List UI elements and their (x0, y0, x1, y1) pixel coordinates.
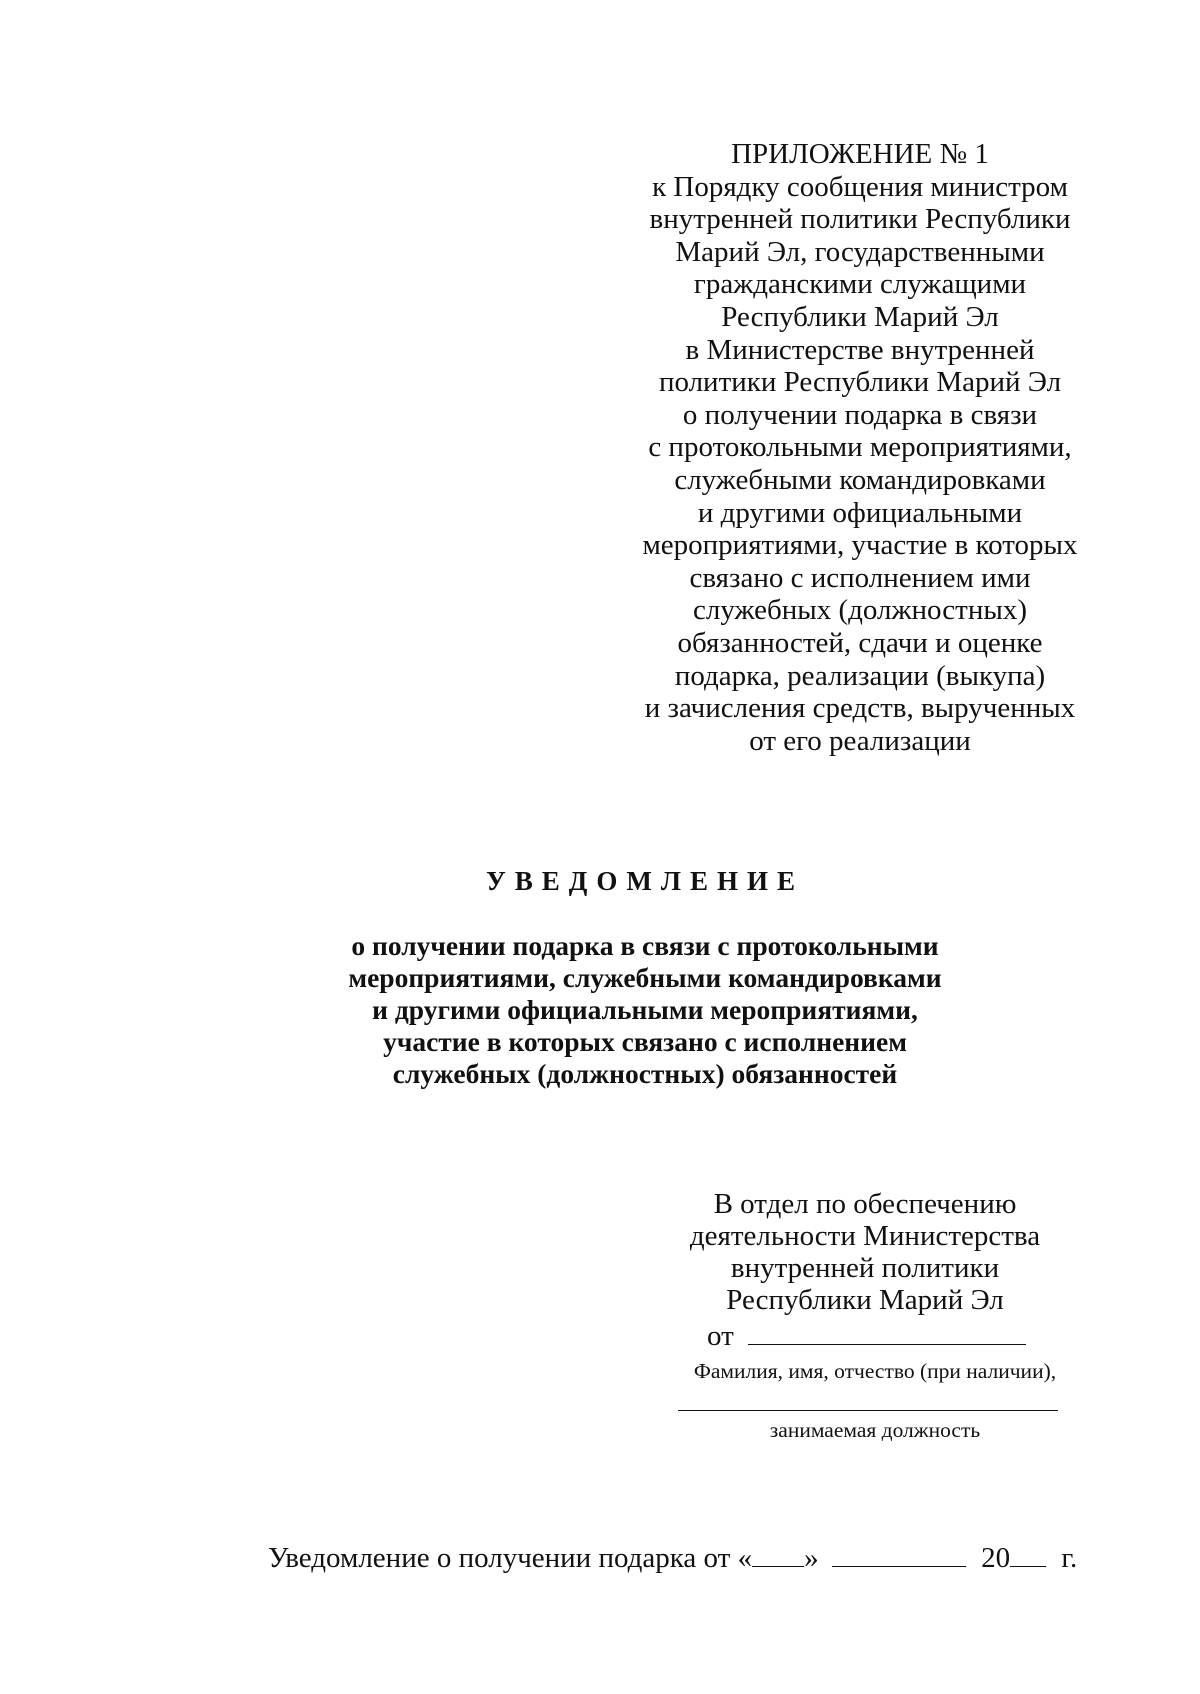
year-suffix: г. (1061, 1542, 1078, 1574)
close-quote: » (804, 1542, 819, 1574)
year-prefix: 20 (981, 1542, 1011, 1574)
appendix-line: служебными командировками (674, 463, 1046, 496)
recipient-line: В отдел по обеспечению (713, 1188, 1017, 1220)
appendix-line: внутренней политики Республики (649, 203, 1071, 236)
recipient-line: деятельности Министерства (689, 1220, 1041, 1252)
appendix-line: обязанностей, сдачи и оценке (677, 626, 1043, 659)
subtitle-line: о получении подарка в связи с протокольными (351, 930, 939, 961)
appendix-line: служебных (должностных) (693, 594, 1027, 627)
appendix-line: к Порядку сообщения министром (652, 170, 1068, 203)
appendix-line: и другими официальными (697, 496, 1023, 529)
appendix-line: Марий Эл, государственными (675, 235, 1045, 268)
appendix-line: гражданскими служащими (693, 268, 1027, 301)
sender-name-field[interactable] (748, 1322, 1026, 1345)
appendix-line: ПРИЛОЖЕНИЕ № 1 (731, 138, 989, 170)
subtitle-line: участие в которых связано с исполнением (383, 1026, 907, 1057)
appendix-line: политики Республики Марий Эл (658, 366, 1062, 399)
appendix-line: связано с исполнением ими (689, 561, 1031, 594)
notice-date-line (268, 1542, 1077, 1575)
document-subtitle (0, 930, 1200, 1090)
day-field[interactable] (752, 1544, 804, 1567)
recipient-line: внутренней политики (730, 1252, 1000, 1284)
appendix-header (640, 138, 1080, 757)
appendix-line: от его реализации (749, 724, 971, 757)
appendix-line: в Министерстве внутренней (685, 333, 1035, 366)
position-caption: занимаемая должность (769, 1418, 981, 1442)
from-label: от (707, 1320, 734, 1352)
appendix-line: подарка, реализации (выкупа) (674, 659, 1046, 692)
fio-caption: Фамилия, имя, отчество (при наличии), (693, 1359, 1057, 1383)
year-field[interactable] (1010, 1544, 1046, 1567)
appendix-line: с протокольными мероприятиями, (648, 431, 1072, 464)
position-field[interactable] (678, 1410, 1058, 1411)
appendix-line: о получении подарка в связи (682, 398, 1038, 431)
subtitle-line: и другими официальными мероприятиями, (372, 994, 918, 1025)
recipient-line: Республики Марий Эл (726, 1284, 1004, 1316)
month-field[interactable] (832, 1544, 966, 1567)
appendix-line: мероприятиями, участие в которых (642, 529, 1078, 562)
notice-text: Уведомление о получении подарка от « (268, 1542, 753, 1574)
subtitle-line: мероприятиями, служебными командировками (348, 962, 942, 993)
document-title: УВЕДОМЛЕНИЕ (485, 866, 805, 896)
appendix-line: Республики Марий Эл (721, 300, 999, 333)
from-row (707, 1320, 1026, 1352)
appendix-line: и зачисления средств, вырученных (644, 692, 1076, 725)
recipient-block (662, 1188, 1068, 1316)
subtitle-line: служебных (должностных) обязанностей (392, 1058, 898, 1089)
